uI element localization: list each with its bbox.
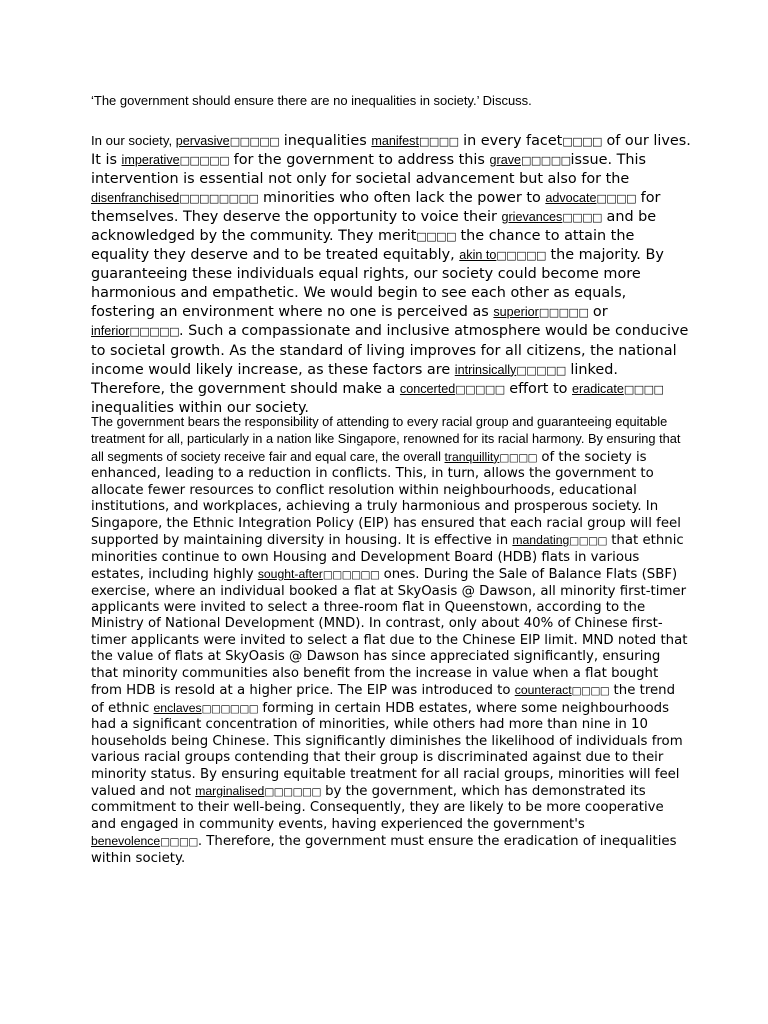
missing-glyphs: □□□□ [416,230,456,244]
missing-glyphs: □□□□□□ [264,785,321,798]
missing-glyphs: □□□□□ [516,363,566,377]
missing-glyphs: □□□□ [499,451,538,464]
text-run: the trend of ethnic [91,683,676,716]
missing-glyphs: □□□□□□ [322,569,380,582]
text-run: that ethnic minorities continue to own Housing and Development Board (HDB) flats in various estates, including highly [91,533,684,583]
missing-glyphs: □□□□ [623,382,664,396]
vocab-term: eradicate [572,381,624,396]
missing-glyphs: □□□□□ [455,382,505,396]
missing-glyphs: □□□□ [569,535,607,548]
text-run: ones. During the Sale of Balance Flats (SBF) exercise, where an individual booked a flat at SkyOasis @ Dawson, all minority first-timer applicants were invited to select a three-room flat in Queenstown, according to the Ministry of National Development (MND). In contrast, only about 40% of Chinese first-timer applicants were invited to select a flat due to the Chinese EIP limit. MND noted that the value of flats at SkyOasis @ Dawson has since appreciated significantly, ensuring that minority communities also benefit from the increase in value when a flat bought from HDB is resold at a higher price. The EIP was introduced to [91,567,688,699]
text-run: for the government to address this [229,152,490,169]
text-run: effort to [504,380,573,397]
text-run: or [588,304,608,321]
missing-glyphs: □□□□□ [179,154,230,168]
text-run: The government bears the responsibility of attending to every racial group and guaranteeing equitable treatment for all, particularly in a nation like Singapore, renowned for its racial harmony. By ensuring that all segments of society receive fair and equal care, the overall [91,414,681,464]
vocab-term: benevolence [91,834,161,849]
text-run: issue. This intervention is essential not only for societal advancement but also for the [91,152,647,188]
text-run: the chance to attain the equality they deserve and to be treated equitably, [91,228,635,264]
vocab-term: imperative [121,153,180,168]
vocab-term: superior [493,305,539,320]
missing-glyphs: □□□□ [160,836,198,849]
missing-glyphs: □□□□□ [229,135,280,148]
missing-glyphs: □□□□□ [129,325,179,339]
missing-glyphs: □□□□ [562,135,602,148]
text-run: forming in certain HDB estates, where some neighbourhoods had a significant concentration of minorities, while others had more than nine in 10 households being Chinese. This significantly diminishes the likelihood of individuals from various racial groups contending that their group is discriminated against due to their minority status. By ensuring equitable treatment for all racial groups, minorities will feel valued and not [91,700,683,799]
text-run: in every facet [458,133,563,149]
missing-glyphs: □□□□ [571,685,610,698]
missing-glyphs: □□□□ [562,211,602,225]
vocab-term: concerted [399,381,456,396]
vocab-term: sought-after [257,567,323,582]
text-run: inequalities within our society. [91,399,309,416]
missing-glyphs: □□□□□ [521,154,571,168]
text-run: and be acknowledged by the community. They merit [91,209,657,245]
text-run: of our lives. It is [91,133,691,169]
text-run: In our society, [91,133,176,148]
paragraph-body [91,414,691,867]
missing-glyphs: □□□□□□□□ [179,192,259,206]
text-run: inequalities [279,133,372,149]
text-run: the majority. By guaranteeing these individuals equal rights, our society could become more harmonious and empathetic. We would begin to see each other as equals, fostering an environment where no one is perceived as [91,247,664,321]
missing-glyphs: □□□□□ [538,306,589,320]
text-run: . Therefore, the government must ensure the eradication of inequalities within society. [91,834,677,866]
missing-glyphs: □□□□□□ [201,702,259,715]
essay-prompt: ‘The government should ensure there are no inequalities in society.’ Discuss. [91,93,532,108]
vocab-term: manifest [371,134,419,148]
vocab-term: enclaves [153,700,202,715]
text-run: for themselves. They deserve the opportunity to voice their [91,190,661,226]
vocab-term: counteract [514,683,572,698]
vocab-term: intrinsically [454,362,517,377]
vocab-term: pervasive [175,134,230,148]
text-run: minorities who often lack the power to [258,190,546,207]
vocab-term: marginalised [195,783,265,798]
text-run: by the government, which has demonstrated its commitment to their well-being. Consequently, they are likely to be more cooperative and engaged in community events, having experienced the government's [91,783,664,832]
vocab-term: akin to [459,248,497,263]
missing-glyphs: □□□□ [596,192,637,206]
vocab-term: grievances [501,210,563,225]
vocab-term: grave [489,153,522,168]
missing-glyphs: □□□□ [418,135,459,148]
vocab-term: mandating [512,533,570,548]
text-run: . Such a compassionate and inclusive atmosphere would be conducive to societal growth. As the standard of living improves for all citizens, the national income would likely increase, as these factors are [91,323,689,378]
vocab-term: disenfranchised [91,191,180,206]
vocab-term: tranquillity [444,449,500,464]
missing-glyphs: □□□□□ [496,249,546,263]
vocab-term: advocate [545,191,597,206]
vocab-term: inferior [91,324,130,339]
text-run: linked. Therefore, the government should make a [91,361,618,397]
text-run: of the society is enhanced, leading to a reduction in conflicts. This, in turn, allows the government to allocate fewer resources to conflict resolution within neighbourhoods, educational institutions, and workplaces, achieving a truly harmonious and prosperous society. In Singapore, the Ethnic Integration Policy (EIP) has ensured that each racial group will feel supported by maintaining diversity in housing. It is effective in [91,449,681,549]
paragraph-introduction [91,131,691,418]
